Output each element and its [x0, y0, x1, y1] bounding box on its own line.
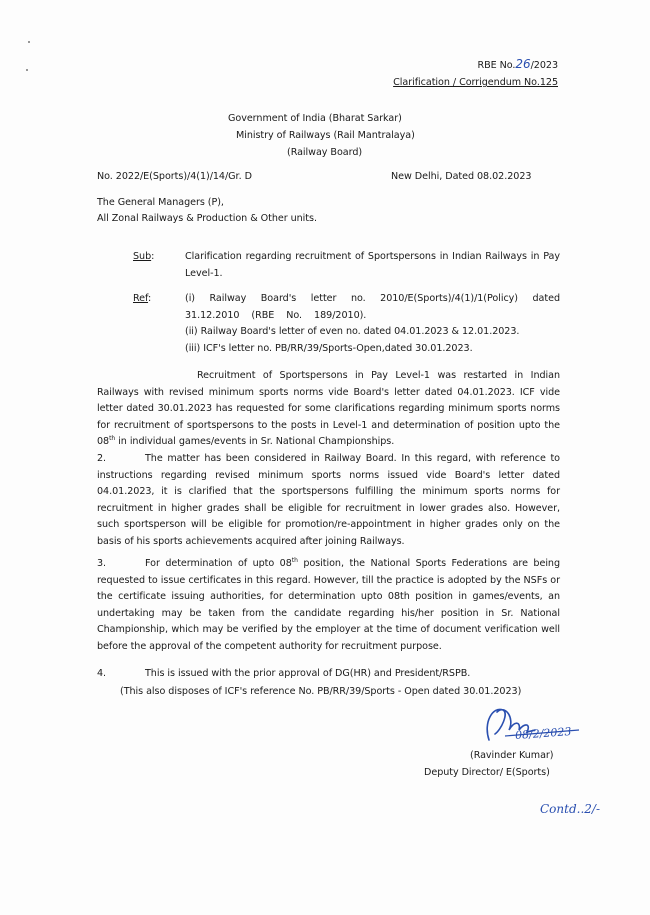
- references-label: Ref: [133, 293, 149, 304]
- references-colon: :: [148, 293, 152, 304]
- paragraph-3-text: For determination of upto 08: [145, 558, 292, 569]
- references-list: [185, 291, 560, 357]
- paragraph-3-text-end: position, the National Sports Federations are being requested to issue certificates in this regard. However, till the practice is adopted by the NSFs or the certificate issuing authorities, for determination upto 08th position in games/events, an undertaking may be taken from the candidate regarding his/her position in Sr. National Championship, which may be verified by the employer at the time of document verification well before the approval of the competent authority for recruitment purpose.: [97, 558, 561, 652]
- references-block: [133, 291, 560, 357]
- reference-item: (ii) Railway Board's letter of even no. dated 04.01.2023 & 12.01.2023.: [185, 326, 520, 338]
- place-and-date: New Delhi, Dated 08.02.2023: [391, 171, 532, 182]
- rbe-suffix: /2023: [530, 60, 558, 71]
- letterhead-government: Government of India (Bharat Sarkar): [228, 113, 402, 124]
- reference-item: (iii) ICF's letter no. PB/RR/39/Sports-Open,dated 30.01.2023.: [185, 342, 473, 354]
- scan-speck: [28, 41, 30, 43]
- paragraph-number: 3.: [97, 558, 107, 569]
- addressee-line-1: The General Managers (P),: [97, 197, 224, 208]
- signatory-name: (Ravinder Kumar): [470, 750, 554, 761]
- subject-colon: :: [151, 251, 155, 262]
- letterhead-ministry: Ministry of Railways (Rail Mantralaya): [236, 130, 415, 141]
- rbe-prefix: RBE No.: [477, 60, 516, 71]
- rbe-number-line: [258, 56, 558, 75]
- paragraph-1: [97, 368, 560, 451]
- letter-number: No. 2022/E(Sports)/4(1)/14/Gr. D: [97, 171, 252, 182]
- subject-label: Sub: [133, 251, 152, 262]
- letterhead-board: (Railway Board): [287, 147, 363, 158]
- paragraph-number: 4.: [97, 668, 107, 679]
- paragraph-number: 2.: [97, 453, 107, 464]
- clarification-number: Clarification / Corrigendum No.125: [393, 77, 558, 88]
- paragraph-2-text: The matter has been considered in Railway Board. In this regard, with reference to instructions regarding revised minimum sports norms issued vide Board's letter dated 04.01.2023, it is clarified that the sportspersons fulfilling the minimum sports norms for recruitment in higher grades shall be eligible for recruitment in lower grades also. However, such sportsperson will be eligible for promotion/re-appointment in higher grades only on the basis of his sports achievements acquired after joining Railways.: [97, 453, 560, 547]
- reference-item: (i) Railway Board's letter no. 2010/E(Sports)/4(1)/1(Policy) dated 31.12.2010 (RBE No. 189/2010).: [185, 293, 560, 321]
- addressee-line-2: All Zonal Railways & Production & Other units.: [97, 213, 317, 224]
- superscript: th: [109, 435, 116, 443]
- paragraph-4: [97, 666, 560, 683]
- paragraph-1-text-end: in individual games/events in Sr. National Championships.: [115, 436, 395, 448]
- paragraph-3: [97, 556, 560, 656]
- rbe-handwritten-number: 26: [515, 57, 531, 71]
- paragraph-4-text: This is issued with the prior approval of DG(HR) and President/RSPB.: [145, 668, 471, 679]
- paragraph-1-text: Recruitment of Sportspersons in Pay Level-1 was restarted in Indian Railways with revised minimum sports norms vide Board's letter dated 04.01.2023. ICF vide letter dated 30.01.2023 has requested for some clarifications regarding minimum sports norms for recruitment of sportspersons to the posts in Level-1 and determination of position upto the 08: [97, 370, 560, 448]
- continued-note: Contd..2/-: [540, 802, 600, 816]
- disposal-note: (This also disposes of ICF's reference No. PB/RR/39/Sports - Open dated 30.01.2023): [120, 686, 522, 697]
- subject-block: [133, 249, 560, 282]
- scan-speck: [26, 69, 28, 71]
- paragraph-2: [97, 451, 560, 551]
- signature-date: 08/2/2023: [514, 725, 572, 742]
- subject-text: Clarification regarding recruitment of Sportspersons in Indian Railways in Pay Level-1.: [185, 251, 560, 279]
- signatory-designation: Deputy Director/ E(Sports): [424, 767, 550, 778]
- superscript: th: [291, 556, 298, 564]
